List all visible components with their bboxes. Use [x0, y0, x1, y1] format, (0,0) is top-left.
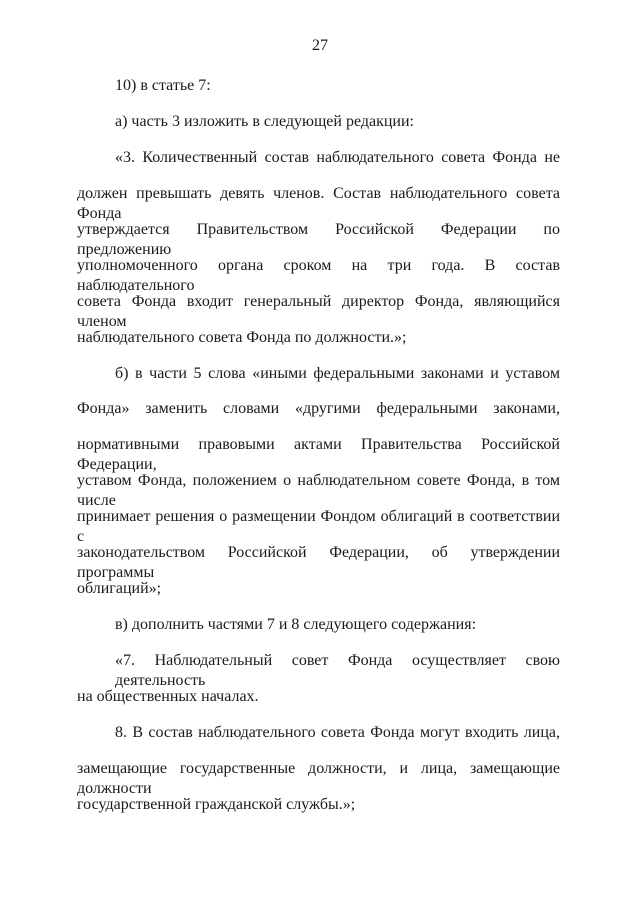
page-number: 27	[312, 37, 328, 54]
paragraph-line: «3. Количественный состав наблюдательного совета Фонда не	[115, 149, 560, 166]
paragraph-line: 8. В состав наблюдательного совета Фонда могут входить лица,	[115, 724, 560, 741]
paragraph-line: Фонда» заменить словами «другими федеральными законами,	[77, 400, 560, 417]
paragraph-line: «7. Наблюдательный совет Фонда осуществляет свою деятельность	[115, 652, 560, 689]
paragraph-line: уставом Фонда, положением о наблюдательном совете Фонда, в том числе	[77, 472, 560, 509]
paragraph-line: уполномоченного органа сроком на три года. В состав наблюдательного	[77, 257, 560, 294]
paragraph-line: должен превышать девять членов. Состав наблюдательного совета Фонда	[77, 185, 560, 222]
paragraph-line: утверждается Правительством Российской Федерации по предложению	[77, 221, 560, 258]
paragraph-line: 10) в статье 7:	[115, 77, 211, 94]
paragraph-line: наблюдательного совета Фонда по должности.»;	[77, 329, 407, 346]
paragraph-line: замещающие государственные должности, и лица, замещающие должности	[77, 760, 560, 797]
paragraph-line: а) часть 3 изложить в следующей редакции:	[115, 113, 414, 130]
paragraph-line: государственной гражданской службы.»;	[77, 796, 356, 813]
paragraph-line: в) дополнить частями 7 и 8 следующего содержания:	[115, 616, 477, 633]
paragraph-line: б) в части 5 слова «иными федеральными законами и уставом	[115, 365, 560, 382]
paragraph-line: законодательством Российской Федерации, об утверждении программы	[77, 544, 560, 581]
paragraph-line: совета Фонда входит генеральный директор Фонда, являющийся членом	[77, 293, 560, 330]
paragraph-line: принимает решения о размещении Фондом облигаций в соответствии с	[77, 508, 560, 545]
paragraph-line: облигаций»;	[77, 580, 162, 597]
paragraph-line: нормативными правовыми актами Правительства Российской Федерации,	[77, 436, 560, 473]
paragraph-line: на общественных началах.	[77, 688, 259, 705]
